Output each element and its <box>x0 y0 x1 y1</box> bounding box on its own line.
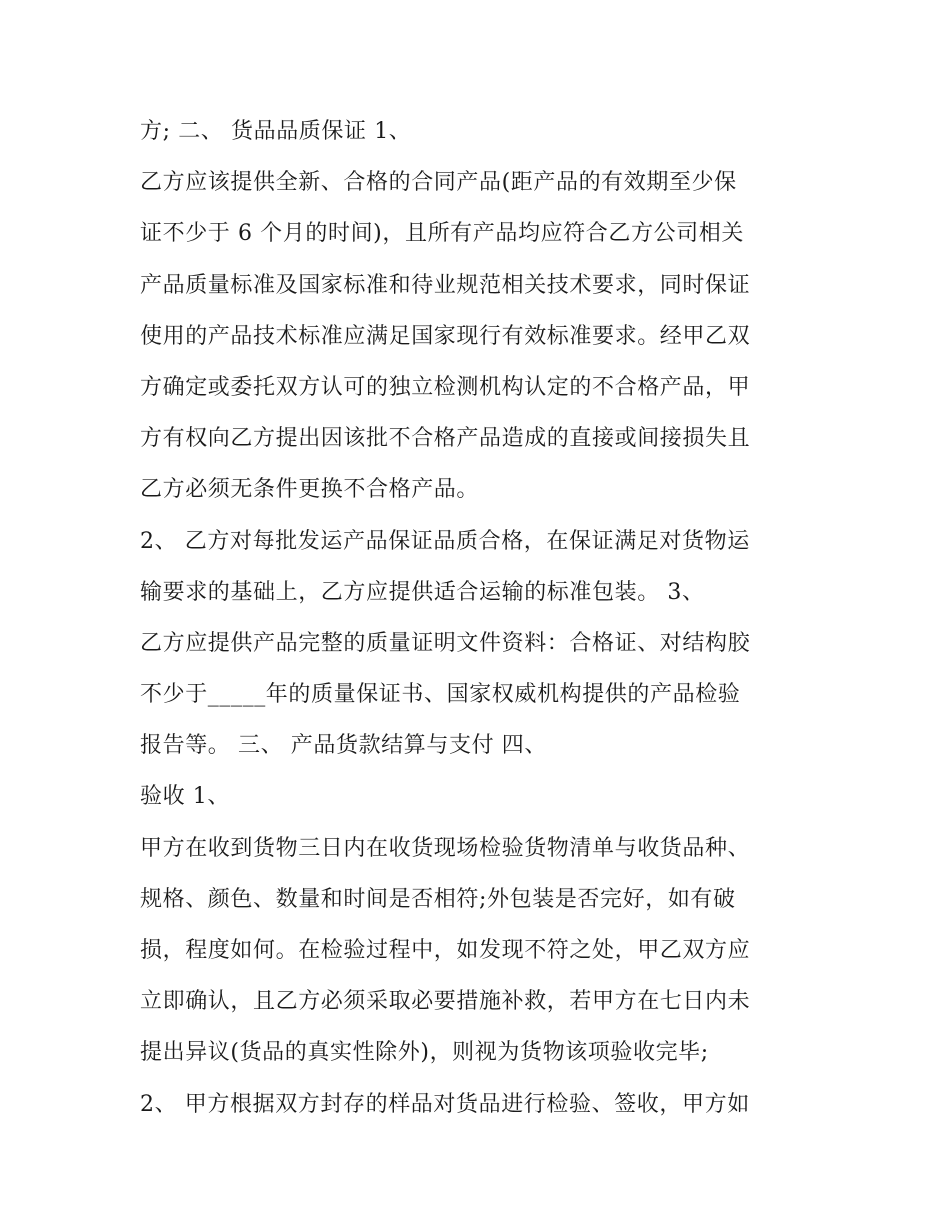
text-line: 不少于_____年的质量保证书、国家权威机构提供的产品检验 <box>140 682 741 708</box>
text-line: 输要求的基础上，乙方应提供适合运输的标准包装。 3、 <box>140 579 705 605</box>
text-line: 提出异议(货品的真实性除外)，则视为货物该项验收完毕; <box>140 1040 709 1066</box>
contract-body-text <box>140 110 820 1134</box>
text-line: 乙方必须无条件更换不合格产品。 <box>140 477 480 503</box>
text-line: 报告等。 三、 产品货款结算与支付 四、 <box>140 733 547 759</box>
text-line: 立即确认，且乙方必须采取必要措施补救，若甲方在七日内未 <box>140 989 751 1015</box>
text-line: 产品质量标准及国家标准和待业规范相关技术要求，同时保证 <box>140 272 751 298</box>
text-line: 方; 二、 货品品质保证 1、 <box>140 119 412 144</box>
text-line: 乙方应提供产品完整的质量证明文件资料：合格证、对结构胶 <box>140 630 751 656</box>
text-line: 使用的产品技术标准应满足国家现行有效标准要求。经甲乙双 <box>140 323 751 349</box>
text-line: 乙方应该提供全新、合格的合同产品(距产品的有效期至少保 <box>140 170 737 196</box>
text-line: 验收 1、 <box>140 784 230 810</box>
text-line: 2、 甲方根据双方封存的样品对货品进行检验、签收，甲方如 <box>140 1091 750 1117</box>
text-line: 证不少于 6 个月的时间)，且所有产品均应符合乙方公司相关 <box>140 221 744 247</box>
text-line: 方确定或委托双方认可的独立检测机构认定的不合格产品，甲 <box>140 374 751 400</box>
text-line: 方有权向乙方提出因该批不合格产品造成的直接或间接损失且 <box>140 426 751 452</box>
text-line: 规格、颜色、数量和时间是否相符;外包装是否完好，如有破 <box>140 886 736 912</box>
text-line: 甲方在收到货物三日内在收货现场检验货物清单与收货品种、 <box>140 835 751 861</box>
text-line: 2、 乙方对每批发运产品保证品质合格，在保证满足对货物运 <box>140 528 750 554</box>
text-line: 损，程度如何。在检验过程中，如发现不符之处，甲乙双方应 <box>140 938 751 963</box>
